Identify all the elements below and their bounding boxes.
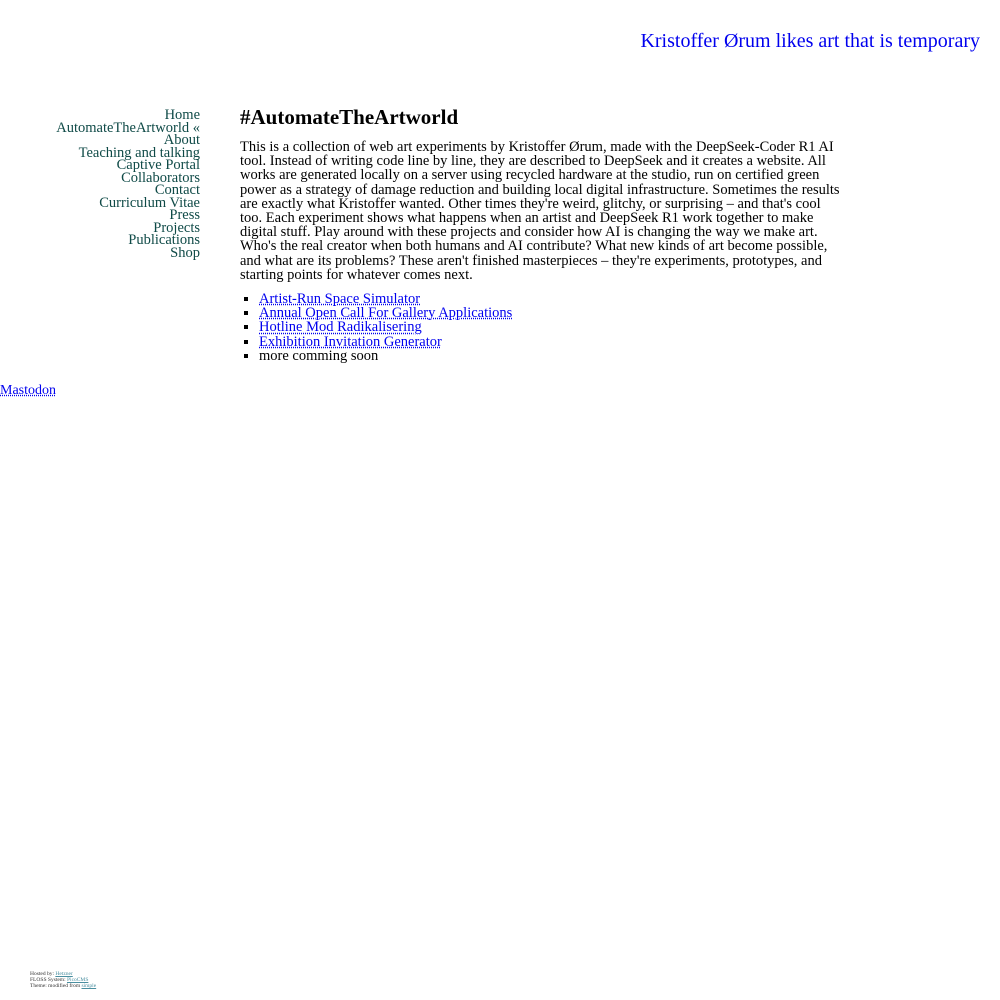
list-item [259, 335, 840, 349]
list-item [259, 320, 840, 334]
sidebar-item-collaborators[interactable]: Collaborators [121, 169, 200, 186]
list-item [259, 292, 840, 306]
sidebar-item-contact[interactable]: Contact [154, 182, 200, 198]
sidebar-item-teaching-and-talking[interactable]: Teaching and talking [78, 144, 200, 161]
sidebar-item-home[interactable]: Home [164, 107, 200, 123]
site-title-link[interactable]: Kristoffer Ørum likes art that is temporary [640, 30, 980, 52]
footer-theme [30, 983, 96, 989]
sidebar-item-about[interactable]: About [163, 132, 200, 148]
footer-hosted-link[interactable]: Hetzner [55, 971, 73, 977]
footer-theme-label: Theme: modified from [30, 983, 81, 989]
sidebar-item-automatetheartworld[interactable]: AutomateTheArtworld « [56, 119, 200, 136]
intro-paragraph: This is a collection of web art experiments by Kristoffer Ørum, made with the DeepSeek-Coder R1 AI tool. Instead of writing code line by line, they are described to DeepSeek and it creates a website. All works are generated locally on a server using recycled hardware at the studio, run on certified green power as a strategy of damage reduction and building local digital infrastructure. Sometimes the results are exactly what Kristoffer wanted. Other times they're weird, glitchy, or surprising – and that's cool too. Each experiment shows what happens when an artist and DeepSeek R1 work together to make digital stuff. Play around with these projects and consider how AI is changing the way we make art. Who's the real creator when both humans and AI contribute? What new kinds of art become possible, and what are its problems? These aren't finished masterpieces – they're experiments, prototypes, and starting points for whatever comes next. [240, 139, 840, 283]
sidebar-item-curriculum-vitae[interactable]: Curriculum Vitae [99, 194, 200, 211]
list-item-more-coming: ▪ more comming soon [259, 349, 840, 363]
project-list [240, 292, 840, 363]
sidebar-item-shop[interactable]: Shop [170, 244, 200, 261]
sidebar-item-publications[interactable]: Publications [128, 232, 200, 248]
footer-hosted-label: Hosted by: [30, 971, 54, 977]
footer [30, 971, 96, 989]
page-title: #AutomateTheArtworld [240, 105, 459, 129]
project-link-exhibition-invitation-generator[interactable]: Exhibition Invitation Generator [259, 333, 442, 350]
list-item [259, 306, 840, 320]
project-link-artist-run-space-simulator[interactable]: Artist-Run Space Simulator [259, 291, 421, 308]
mastodon-link[interactable]: Mastodon [0, 383, 56, 398]
sidebar-nav [0, 109, 200, 259]
project-link-hotline-mod-radikalisering[interactable]: Hotline Mod Radikalisering [259, 319, 422, 336]
footer-floss-label: FLOSS System: [30, 977, 66, 983]
sidebar-item-projects[interactable]: Projects [153, 219, 200, 236]
main-content [240, 104, 840, 363]
sidebar-item-press[interactable]: Press [169, 207, 200, 223]
footer-floss-link[interactable]: PicoCMS [66, 977, 89, 983]
footer-theme-link[interactable]: simple [81, 983, 97, 989]
sidebar-item-captive-portal[interactable]: Captive Portal [116, 157, 200, 173]
project-link-annual-open-call[interactable]: Annual Open Call For Gallery Applications [259, 305, 513, 322]
